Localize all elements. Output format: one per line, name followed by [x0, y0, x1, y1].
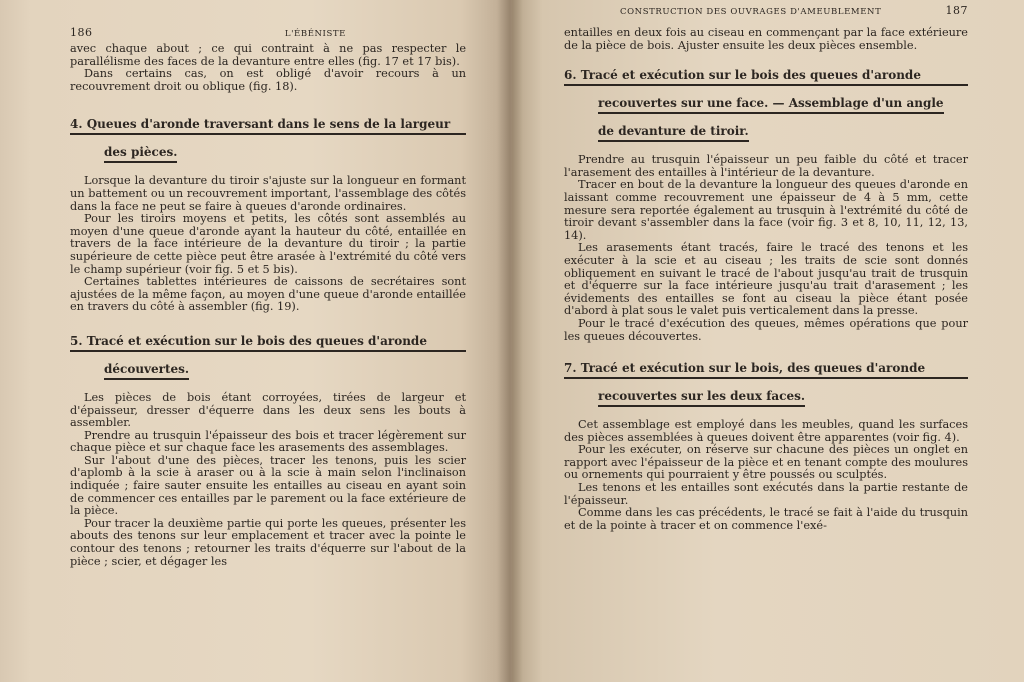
section-heading-line: 7. Tracé et exécution sur le bois, des queues d'aronde — [564, 361, 968, 379]
paragraph: Les arasements étant tracés, faire le tracé des tenons et les exécuter à la scie et au ciseau ; les traits de scie sont donnés obliquement en suivant le tracé de l'about jusqu'au trait de trusquin et d'équerre sur la face intérieure jusqu'au trait d'arasement ; les évidements des entailles se font au ciseau la pièce étant posée d'abord à plat sous le valet puis verticalement dans la presse. — [564, 241, 968, 318]
paragraph: Les pièces de bois étant corroyées, tirées de largeur et d'épaisseur, dresser d'équerre dans les deux sens les bouts à assembler. — [70, 390, 466, 430]
left-running-title: L'ÉBÉNISTE — [284, 29, 346, 39]
paragraph: Tracer en bout de la devanture la longueur des queues d'aronde en laissant comme recouvrement une épaisseur de 4 à 5 mm, cette mesure sera reportée également au trusquin à l'extrémité du côté de tiroir devant s'assembler dans la face (voir fig. 3 et 8, 10, 11, 12, 13, 14). — [564, 178, 968, 242]
paragraph: Les tenons et les entailles sont exécutés dans la partie restante de l'épaisseur. — [564, 481, 968, 507]
section-4-heading — [70, 117, 466, 163]
right-page — [512, 0, 1024, 682]
section-heading-line: 4. Queues d'aronde traversant dans le sens de la largeur — [70, 117, 466, 135]
section-heading-line: recouvertes sur une face. — Assemblage d'un angle — [598, 96, 944, 114]
paragraph: Certaines tablettes intérieures de caissons de secrétaires sont ajustées de la même façon, au moyen d'une queue d'aronde entaillée en travers du côté à assembler (fig. 19). — [70, 275, 466, 314]
section-6-body — [564, 154, 968, 343]
section-5-body — [70, 392, 466, 568]
right-running-title: CONSTRUCTION DES OUVRAGES D'AMEUBLEMENT — [620, 7, 882, 17]
right-page-header — [564, 4, 968, 17]
section-heading-line: recouvertes sur les deux faces. — [598, 389, 805, 407]
right-page-number: 187 — [945, 4, 968, 17]
paragraph: Sur l'about d'une des pièces, tracer les tenons, puis les scier d'aplomb à la scie à araser ou à la scie à main selon l'inclinaison indiquée ; faire sauter ensuite les entailles au ciseau en ayant soin de commencer ces entailles par le parement ou la face extérieure de la pièce. — [70, 453, 466, 518]
section-heading-line: 5. Tracé et exécution sur le bois des queues d'aronde — [70, 334, 466, 352]
section-6-heading — [564, 68, 968, 142]
paragraph: Pour les tiroirs moyens et petits, les côtés sont assemblés au moyen d'une queue d'aronde ayant la hauteur du côté, entaillée en travers de la face intérieure de la devanture du tiroir ; la partie supérieure de cette pièce peut être arasée à l'extrémité du côté vers le champ supérieur (voir fig. 5 et 5 bis). — [70, 212, 466, 276]
paragraph: avec chaque about ; ce qui contraint à ne pas respecter le parallélisme des faces de la devanture entre elles (fig. 17 et 17 bis). — [70, 42, 466, 68]
right-intro: entailles en deux fois au ciseau en commençant par la face extérieure de la pièce de bois. Ajuster ensuite les deux pièces ensemble. — [564, 26, 968, 52]
paragraph: Prendre au trusquin l'épaisseur des bois et tracer légèrement sur chaque pièce et sur chaque face les arasements des assemblages. — [70, 428, 466, 455]
section-4-body — [70, 175, 466, 314]
paragraph: Pour le tracé d'exécution des queues, mêmes opérations que pour les queues découvertes. — [564, 316, 968, 343]
left-intro — [70, 43, 466, 93]
paragraph: Dans certains cas, on est obligé d'avoir recours à un recouvrement droit ou oblique (fig. 18). — [70, 67, 466, 93]
paragraph: Pour les exécuter, on réserve sur chacune des pièces un onglet en rapport avec l'épaisseur de la pièce et en tenant compte des moulures ou ornements qui pourraient y être poussés ou sculptés. — [564, 443, 968, 482]
paragraph: Comme dans les cas précédents, le tracé se fait à l'aide du trusquin et de la pointe à tracer et on commence l'exé- — [564, 506, 968, 532]
section-7-heading — [564, 361, 968, 407]
section-heading-line: de devanture de tiroir. — [598, 124, 749, 142]
section-7-body — [564, 419, 968, 532]
paragraph: Lorsque la devanture du tiroir s'ajuste sur la longueur en formant un battement ou un recouvrement important, l'assemblage des côtés dans la face ne peut se faire à queues d'aronde ordinaires. — [70, 174, 466, 213]
section-heading-line: découvertes. — [104, 362, 189, 380]
section-5-heading — [70, 334, 466, 380]
section-heading-line: 6. Tracé et exécution sur le bois des queues d'aronde — [564, 68, 968, 86]
paragraph: Prendre au trusquin l'épaisseur un peu faible du côté et tracer l'arasement des entailles à l'intérieur de la devanture. — [564, 153, 968, 179]
paragraph: Cet assemblage est employé dans les meubles, quand les surfaces des pièces assemblées à queues doivent être apparentes (voir fig. 4). — [564, 418, 968, 444]
left-page-header — [70, 26, 466, 39]
section-heading-line: des pièces. — [104, 145, 177, 163]
left-page-number: 186 — [70, 26, 93, 39]
paragraph: Pour tracer la deuxième partie qui porte les queues, présenter les abouts des tenons sur leur emplacement et tracer avec la pointe le contour des tenons ; retourner les traits d'équerre sur l'about de la pièce ; scier, et dégager les — [70, 516, 466, 568]
